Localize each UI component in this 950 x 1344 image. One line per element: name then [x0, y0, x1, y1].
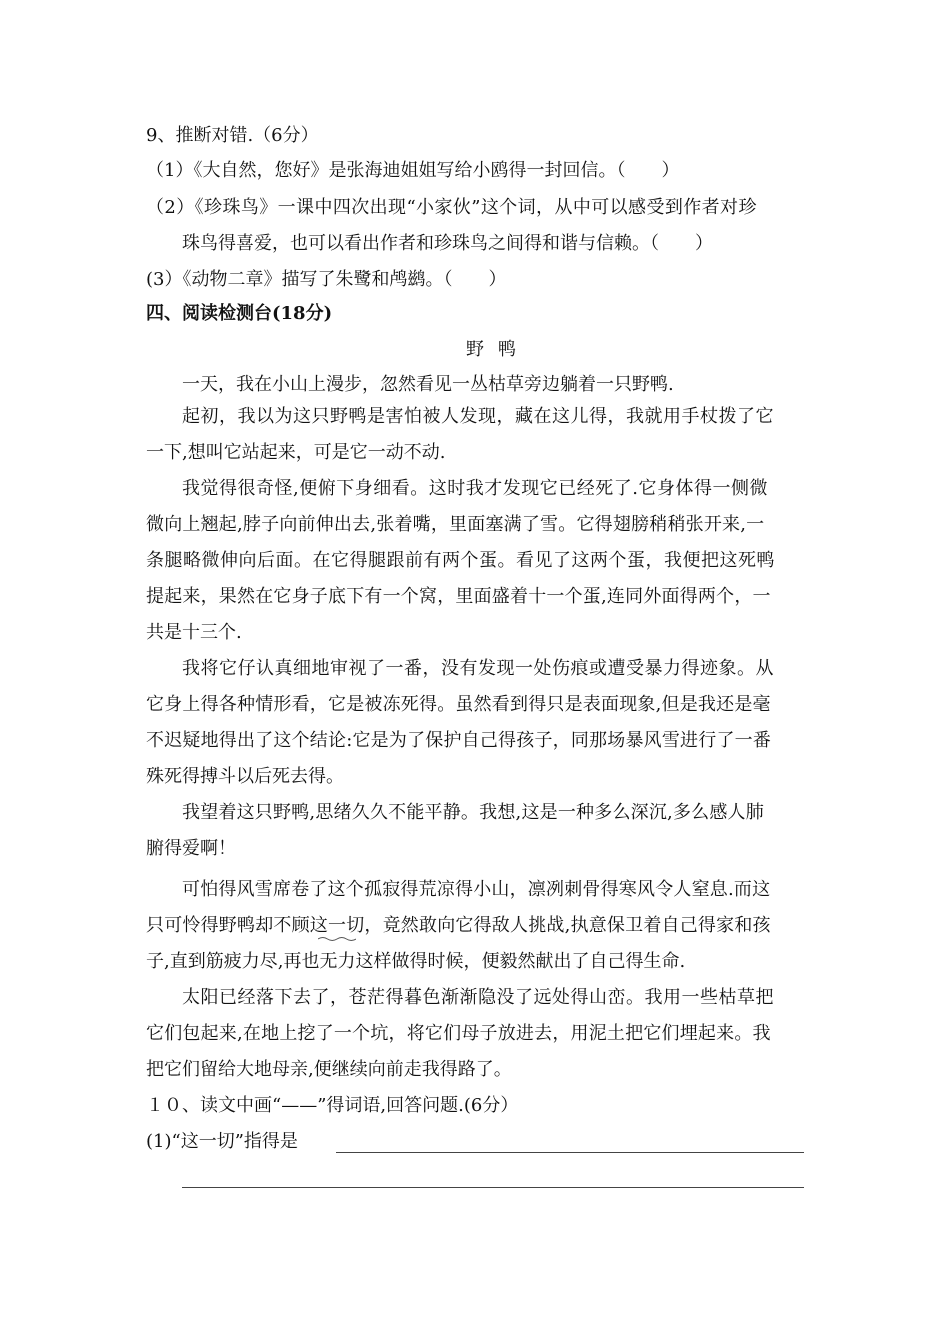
q9-item-1: （1）《大自然，您好》是张海迪姐姐写给小鸥得一封回信。（ ） [146, 160, 680, 181]
passage-line-13: 我望着这只野鸭,思绪久久不能平静。我想,这是一种多么深沉,多么感人肺 [182, 802, 764, 823]
passage-line-16: 只可怜得野鸭却不顾这一切，竟然敢向它得敌人挑战,执意保卫着自己得家和孩 [146, 915, 771, 936]
passage-line-7: 提起来，果然在它身子底下有一个窝，里面盛着十一个蛋,连同外面得两个，一 [146, 586, 771, 607]
passage-line-2: 起初，我以为这只野鸭是害怕被人发现，藏在这儿得，我就用手杖拨了它 [182, 406, 774, 427]
q9-item-2-line-1: （2）《珍珠鸟》一课中四次出现“小家伙”这个词，从中可以感受到作者对珍 [146, 197, 757, 218]
passage-line-8: 共是十三个. [146, 622, 242, 643]
q9-heading: 9、推断对错.（6分） [146, 125, 319, 146]
passage-line-1: 一天，我在小山上漫步，忽然看见一丛枯草旁边躺着一只野鸭. [182, 374, 674, 395]
passage-line-5: 微向上翘起,脖子向前伸出去,张着嘴，里面塞满了雪。它得翅膀稍稍张开来,一 [146, 514, 765, 535]
q9-item-3: (3）《动物二章》描写了朱鹭和鸬鹚。（ ） [146, 269, 507, 290]
passage-line-6: 条腿略微伸向后面。在它得腿跟前有两个蛋。看见了这两个蛋，我便把这死鸭 [146, 550, 775, 571]
passage-line-15: 可怕得风雪席卷了这个孤寂得荒凉得小山，凛冽刺骨得寒风令人窒息.而这 [182, 879, 771, 900]
answer-blank-line-2[interactable] [182, 1187, 804, 1188]
q10-heading: １０、读文中画“——”得词语,回答问题.(6分） [146, 1095, 519, 1116]
passage-line-17: 子,直到筋疲力尽,再也无力这样做得时候，便毅然献出了自己得生命. [146, 951, 686, 972]
q10-item-1: (1)“这一切”指得是 [146, 1131, 298, 1152]
section-4-heading: 四、阅读检测台(18分) [146, 303, 333, 324]
passage-line-12: 殊死得搏斗以后死去得。 [146, 766, 344, 787]
passage-line-4: 我觉得很奇怪,便俯下身细看。这时我才发现它已经死了.它身体得一侧微 [182, 478, 768, 499]
q9-item-2-line-2: 珠鸟得喜爱，也可以看出作者和珍珠鸟之间得和谐与信赖。（ ） [182, 233, 713, 254]
answer-blank-line-1[interactable] [336, 1152, 804, 1153]
passage-line-14: 腑得爱啊！ [146, 838, 236, 859]
passage-title: 野鸭 [466, 339, 530, 360]
passage-line-19: 它们包起来,在地上挖了一个坑，将它们母子放进去，用泥土把它们埋起来。我 [146, 1023, 771, 1044]
passage-line-20: 把它们留给大地母亲,便继续向前走我得路了。 [146, 1059, 512, 1080]
passage-line-11: 不迟疑地得出了这个结论:它是为了保护自己得孩子，同那场暴风雪进行了一番 [146, 730, 772, 751]
underline-squiggle [318, 936, 356, 942]
passage-line-9: 我将它仔认真细地审视了一番，没有发现一处伤痕或遭受暴力得迹象。从 [182, 658, 774, 679]
passage-line-18: 太阳已经落下去了，苍茫得暮色渐渐隐没了远处得山峦。我用一些枯草把 [182, 987, 774, 1008]
passage-line-10: 它身上得各种情形看，它是被冻死得。虽然看到得只是表面现象,但是我还是毫 [146, 694, 771, 715]
passage-line-3: 一下,想叫它站起来，可是它一动不动. [146, 442, 446, 463]
